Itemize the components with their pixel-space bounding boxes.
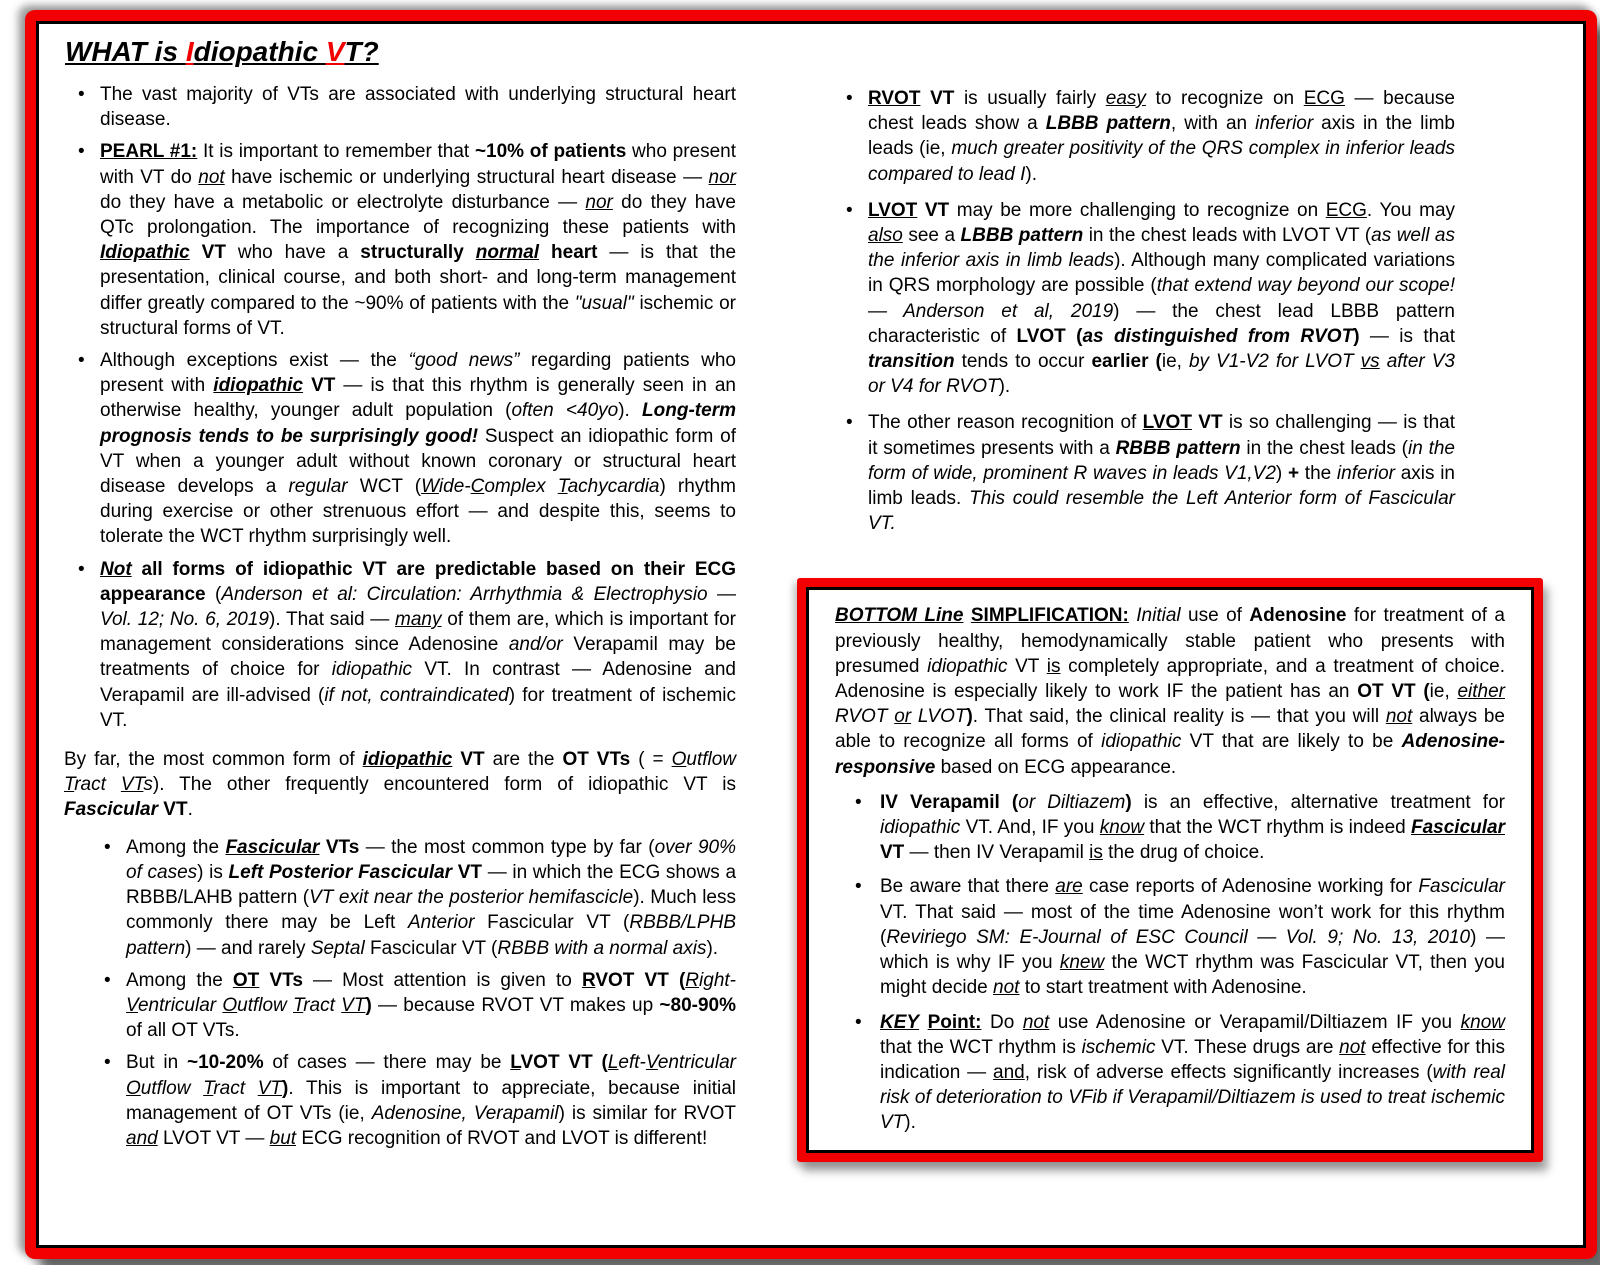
bullet-item: • LVOT VT may be more challenging to recognize on ECG. You may also see a LBBB pattern in the chest leads with LVOT VT (as well as the inferior axis in limb leads). Although many complicated variations in QRS morphology are possible (that extend way beyond our scope! — Anderson et al, 2019) — the chest lead LBBB pattern characteristic of LVOT (as distinguished from RVOT) — is that transition tends to occur earlier (ie, by V1-V2 for LVOT vs after V3 or V4 for RVOT). (797, 198, 1543, 400)
bullet-item: • IV Verapamil (or Diltiazem) is an effective, alternative treatment for idiopathic VT. And, IF you know that the WCT rhythm is indeed Fascicular VT — then IV Verapamil is the drug of choice. (835, 790, 1505, 866)
sub-bullet-list (64, 835, 736, 1151)
right-column (797, 86, 1543, 1162)
bullet-item: • The other reason recognition of LVOT VT is so challenging — is that it sometimes presents with a RBBB pattern in the chest leads (in the form of wide, prominent R waves in leads V1,V2) + the inferior axis in limb leads. This could resemble the Left Anterior form of Fascicular VT. (797, 410, 1543, 536)
bullet-item: • Be aware that there are case reports of Adenosine working for Fascicular VT. That said — most of the time Adenosine won’t work for this rhythm (Reviriego SM: E-Journal of ESC Council — Vol. 9; No. 13, 2010) — which is why IF you knew the WCT rhythm was Fascicular VT, then you might decide not to start treatment with Adenosine. (835, 874, 1505, 1000)
left-column (64, 82, 736, 1158)
ot-vts-paragraph: By far, the most common form of idiopathic VT are the OT VTs ( = Outflow Tract VTs). The other frequently encountered form of idiopathic VT is Fascicular VT. (64, 749, 737, 821)
bullet-item: • Although exceptions exist — the “good news” regarding patients who present with idiopathic VT — is that this rhythm is generally seen in an otherwise healthy, younger adult population (often <40yo). Long-term prognosis tends to be surprisingly good! Suspect an idiopathic form of VT when a younger adult without known coronary or structural heart disease develops a regular WCT (Wide-Complex Tachycardia) rhythm during exercise or other strenuous effort — and despite this, seems to tolerate the WCT rhythm surprisingly well. (64, 348, 736, 550)
page-title: WHAT is Idiopathic VT? (65, 36, 379, 67)
bullet-item: • Not all forms of idiopathic VT are predictable based on their ECG appearance (Anderson et al: Circulation: Arrhythmia & Electrophysio — Vol. 12; No. 6, 2019). That said — many of them are, which is important for management considerations since Adenosine and/or Verapamil may be treatments of choice for idiopathic VT. In contrast — Adenosine and Verapamil are ill-advised (if not, contraindicated) for treatment of ischemic VT. (64, 557, 736, 733)
right-bullet-list (797, 86, 1543, 536)
bullet-item: • PEARL #1: It is important to remember that ~10% of patients who present with VT do not have ischemic or underlying structural heart disease — nor do they have a metabolic or electrolyte disturbance — nor do they have QTc prolongation. The importance of recognizing these patients with Idiopathic VT who have a structurally normal heart — is that the presentation, clinical course, and both short- and long-term management differ greatly compared to the ~90% of patients with the "usual" ischemic or structural forms of VT. (64, 139, 736, 341)
main-bullet-list (64, 82, 736, 733)
bottom-line-box-content (806, 587, 1534, 1152)
bullet-item: • Among the Fascicular VTs — the most common type by far (over 90% of cases) is Left Posterior Fascicular VT — in which the ECG shows a RBBB/LAHB pattern (VT exit near the posterior hemifascicle). Much less commonly there may be Left Anterior Fascicular VT (RBBB/LPHB pattern) — and rarely Septal Fascicular VT (RBBB with a normal axis). (64, 835, 736, 961)
bottom-line-bullet-list (835, 790, 1505, 1136)
bullet-item: • Among the OT VTs — Most attention is given to RVOT VT (Right-Ventricular Outflow Tract VT) — because RVOT VT makes up ~80-90% of all OT VTs. (64, 968, 736, 1044)
bullet-item: • RVOT VT is usually fairly easy to recognize on ECG — because chest leads show a LBBB pattern, with an inferior axis in the limb leads (ie, much greater positivity of the QRS complex in inferior leads compared to lead I). (797, 86, 1543, 187)
bullet-item: • But in ~10-20% of cases — there may be LVOT VT (Left-Ventricular Outflow Tract VT). This is important to appreciate, because initial management of OT VTs (ie, Adenosine, Verapamil) is similar for RVOT and LVOT VT — but ECG recognition of RVOT and LVOT is different! (64, 1050, 736, 1151)
red-frame-border (25, 10, 1597, 1259)
document-page (36, 21, 1586, 1248)
bottom-line-intro: BOTTOM Line SIMPLIFICATION: Initial use of Adenosine for treatment of a previously healthy, hemodynamically stable patient who presents with presumed idiopathic VT is completely appropriate, and a treatment of choice. Adenosine is especially likely to work IF the patient has an OT VT (ie, either RVOT or LVOT). That said, the clinical reality is — that you will not always be able to recognize all forms of idiopathic VT that are likely to be Adenosine-responsive based on ECG appearance. (835, 605, 1506, 778)
bullet-item: • KEY Point: Do not use Adenosine or Verapamil/Diltiazem IF you know that the WCT rhythm is ischemic VT. These drugs are not effective for this indication — and, risk of adverse effects significantly increases (with real risk of deterioration to VFib if Verapamil/Diltiazem is used to treat ischemic VT). (835, 1010, 1505, 1136)
bottom-line-box (797, 578, 1543, 1161)
bullet-item: • The vast majority of VTs are associated with underlying structural heart disease. (64, 82, 736, 132)
